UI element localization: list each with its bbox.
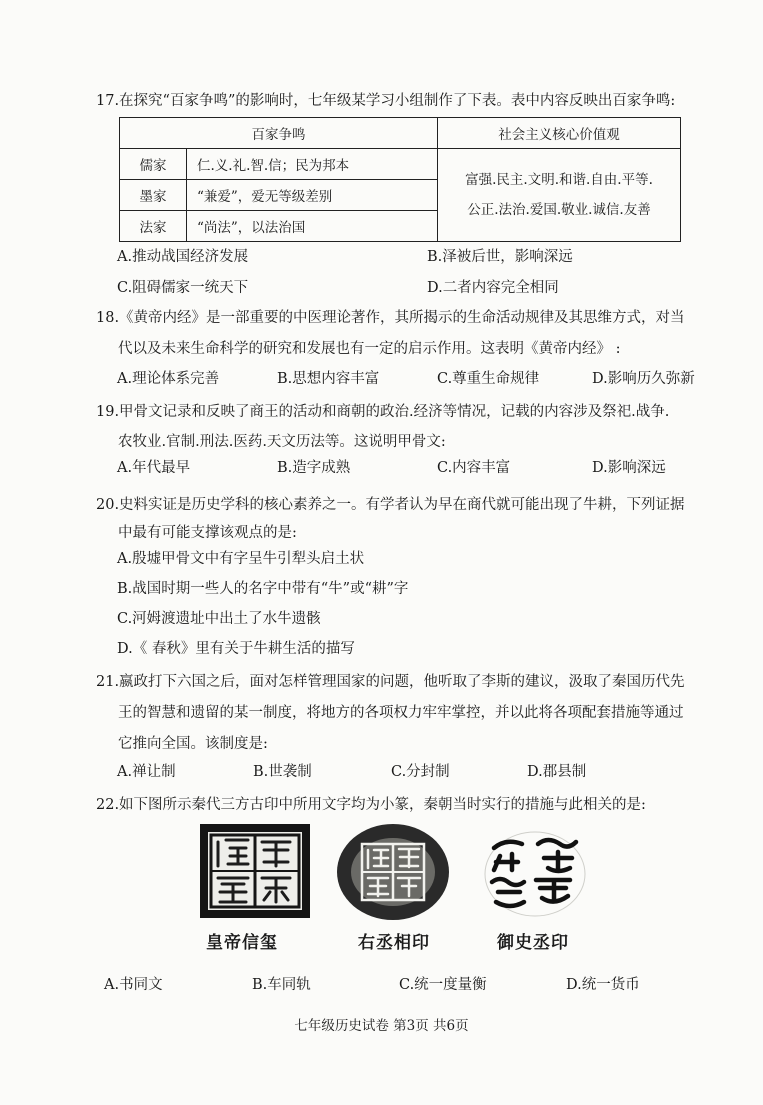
q22-option-a[interactable]: A.书同文 — [104, 977, 163, 993]
page-footer: 七年级历史试卷 第3页 共6页 — [294, 1018, 469, 1034]
q18-option-c[interactable]: C.尊重生命规律 — [437, 371, 540, 387]
q21-option-c[interactable]: C.分封制 — [391, 764, 450, 780]
values-line: 富强.民主.文明.和谐.自由.平等. — [465, 172, 653, 188]
seal-label: 皇帝信玺 — [206, 933, 278, 953]
q17-table — [119, 117, 681, 242]
table-school-cell: 法家 — [120, 211, 187, 242]
q21-option-a[interactable]: A.禅让制 — [117, 764, 176, 780]
q22-option-d[interactable]: D.统一货币 — [566, 977, 640, 993]
q18-option-a[interactable]: A.理论体系完善 — [117, 371, 220, 387]
q19-option-a[interactable]: A.年代最早 — [117, 460, 191, 476]
q21-stem-cont: 它推向全国。该制度是: — [118, 736, 268, 752]
q21-option-b[interactable]: B.世袭制 — [253, 764, 312, 780]
seal-image-youchengxiang — [334, 822, 452, 926]
q17-option-d[interactable]: D.二者内容完全相同 — [427, 280, 559, 296]
table-header-left: 百家争鸣 — [120, 118, 438, 149]
q18-stem-cont: 代以及未来生命科学的研究和发展也有一定的启示作用。这表明《黄帝内经》 : — [118, 341, 621, 357]
table-school-cell: 墨家 — [120, 180, 187, 211]
table-content-cell: 仁.义.礼.智.信；民为邦本 — [187, 149, 438, 180]
q20-option-d[interactable]: D.《 春秋》里有关于牛耕生活的描写 — [117, 641, 355, 657]
q19-option-d[interactable]: D.影响深远 — [592, 460, 666, 476]
q20-stem: 20.史料实证是历史学科的核心素养之一。有学者认为早在商代就可能出现了牛耕，下列证据 — [96, 497, 685, 513]
q21-stem: 21.嬴政打下六国之后，面对怎样管理国家的问题，他听取了李斯的建议，汲取了秦国历代先 — [96, 674, 685, 690]
q17-option-a[interactable]: A.推动战国经济发展 — [117, 249, 249, 265]
q22-option-c[interactable]: C.统一度量衡 — [399, 977, 487, 993]
q20-option-c[interactable]: C.河姆渡遗址中出土了水牛遗骸 — [117, 611, 321, 627]
q21-stem-cont: 王的智慧和遗留的某一制度，将地方的各项权力牢牢掌控，并以此将各项配套措施等通过 — [118, 705, 684, 721]
q17-stem: 17.在探究“百家争鸣”的影响时，七年级某学习小组制作了下表。表中内容反映出百家争鸣: — [96, 93, 676, 109]
table-school-cell: 儒家 — [120, 149, 187, 180]
q20-option-a[interactable]: A.殷墟甲骨文中有字呈牛引犁头启土状 — [117, 551, 365, 567]
seal-image-yushi — [476, 822, 594, 926]
table-header-right: 社会主义核心价值观 — [438, 118, 681, 149]
q17-option-c[interactable]: C.阻碍儒家一统天下 — [117, 280, 249, 296]
q18-option-d[interactable]: D.影响历久弥新 — [592, 371, 695, 387]
q19-option-b[interactable]: B.造字成熟 — [277, 460, 351, 476]
seal-label: 御史丞印 — [497, 933, 569, 953]
q19-stem: 19.甲骨文记录和反映了商王的活动和商朝的政治.经济等情况，记载的内容涉及祭祀.战争. — [96, 404, 670, 420]
table-content-cell: “兼爱”，爱无等级差别 — [187, 180, 438, 211]
q18-stem: 18.《黄帝内经》是一部重要的中医理论著作，其所揭示的生命活动规律及其思维方式，对当 — [96, 310, 685, 326]
q20-stem-cont: 中最有可能支撑该观点的是: — [118, 525, 297, 541]
table-content-cell: “尚法”，以法治国 — [187, 211, 438, 242]
seal-image-huangdi — [198, 822, 312, 924]
seal-label: 右丞相印 — [358, 933, 430, 953]
values-line: 公正.法治.爱国.敬业.诚信.友善 — [467, 202, 651, 218]
q17-option-b[interactable]: B.泽被后世，影响深远 — [427, 249, 573, 265]
q20-option-b[interactable]: B.战国时期一些人的名字中带有“牛”或“耕”字 — [117, 581, 409, 597]
q22-option-b[interactable]: B.车同轨 — [252, 977, 311, 993]
q19-stem-cont: 农牧业.官制.刑法.医药.天文历法等。这说明甲骨文: — [118, 434, 446, 450]
q19-option-c[interactable]: C.内容丰富 — [437, 460, 511, 476]
q22-stem: 22.如下图所示秦代三方古印中所用文字均为小篆，秦朝当时实行的措施与此相关的是: — [96, 797, 646, 813]
table-values-cell — [438, 149, 681, 242]
q21-option-d[interactable]: D.郡县制 — [527, 764, 587, 780]
q18-option-b[interactable]: B.思想内容丰富 — [277, 371, 380, 387]
